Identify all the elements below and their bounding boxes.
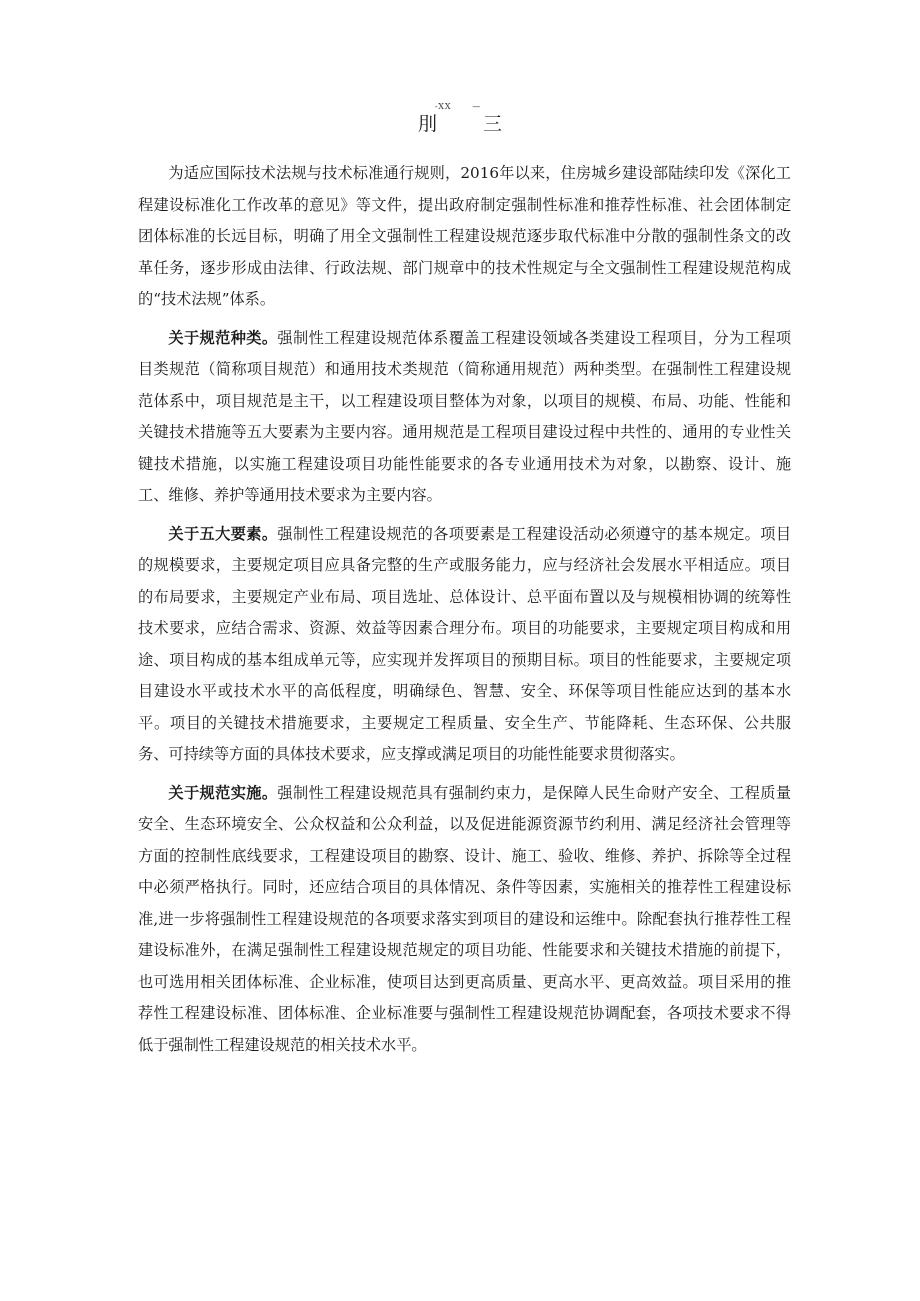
heading-mark-left: -XX <box>434 102 452 111</box>
paragraph-text: 为适应国际技术法规与技术标准通行规则，2016年以来，住房城乡建设部陆续印发《深化工程建设标准化工作改革的意见》等文件，提出政府制定强制性标准和推荐性标准、社会团体制定团体标准的长远目标，明确了用全文强制性工程建设规范逐步取代标准中分散的强制性条文的改革任务，逐步形成由法律、行政法规、部门规章中的技术性规定与全文强制性工程建设规范构成的“技术法规”体系。 <box>138 164 791 308</box>
paragraph-text: 强制性工程建设规范的各项要素是工程建设活动必须遵守的基本规定。项目的规模要求，主要规定项目应具备完整的生产或服务能力，应与经济社会发展水平相适应。项目的布局要求，主要规定产业布局、项目选址、总体设计、总平面布置以及与规模相协调的统筹性技术要求，应结合需求、资源、效益等因素合理分布。项目的功能要求，主要规定项目构成和用途、项目构成的基本组成单元等，应实现并发挥项目的预期目标。项目的性能要求，主要规定项目建设水平或技术水平的高低程度，明确绿色、智慧、安全、环保等项目性能应达到的基本水平。项目的关键技术措施要求，主要规定工程质量、安全生产、节能降耗、生态环保、公共服务、可持续等方面的具体技术要求，应支撑或满足项目的功能性能要求贯彻落实。 <box>138 524 792 763</box>
paragraph-lead: 关于五大要素。 <box>168 524 278 543</box>
paragraph-five-elements <box>138 519 791 771</box>
preface-body <box>138 158 791 1068</box>
paragraph-implementation <box>138 778 791 1062</box>
page-title: 刖 三 <box>417 113 523 135</box>
paragraph-text: 强制性工程建设规范具有强制约束力，是保障人民生命财产安全、工程质量安全、生态环境安全、公众权益和公众利益，以及促进能源资源节约利用、满足经济社会管理等方面的控制性底线要求，工程建设项目的勘察、设计、施工、验收、维修、养护、拆除等全过程中必须严格执行。同时，还应结合项目的具体情况、条件等因素，实施相关的推荐性工程建设标准,进一步将强制性工程建设规范的各项要求落实到项目的建设和运维中。除配套执行推荐性工程建设标准外，在满足强制性工程建设规范规定的项目功能、性能要求和关键技术措施的前提下，也可选用相关团体标准、企业标准，使项目达到更高质量、更高水平、更高效益。项目采用的推荐性工程建设标准、团体标准、企业标准要与强制性工程建设规范协调配套，各项技术要求不得低于强制性工程建设规范的相关技术水平。 <box>138 783 792 1054</box>
paragraph-intro <box>138 158 791 316</box>
paragraph-lead: 关于规范实施。 <box>168 783 278 802</box>
paragraph-spec-types <box>138 323 791 512</box>
paragraph-text: 强制性工程建设规范体系覆盖工程建设领域各类建设工程项目，分为工程项目类规范（简称项目规范）和通用技术类规范（简称通用规范）两种类型。在强制性工程建设规范体系中，项目规范是主干，以工程建设项目整体为对象，以项目的规模、布局、功能、性能和关键技术措施等五大要素为主要内容。通用规范是工程项目建设过程中共性的、通用的专业性关键技术措施，以实施工程建设项目功能性能要求的各专业通用技术为对象，以勘察、设计、施工、维修、养护等通用技术要求为主要内容。 <box>138 328 792 504</box>
heading-mark-right: — <box>472 102 482 111</box>
paragraph-lead: 关于规范种类。 <box>168 328 278 347</box>
preface-heading <box>0 102 920 136</box>
heading-marks <box>0 102 920 112</box>
